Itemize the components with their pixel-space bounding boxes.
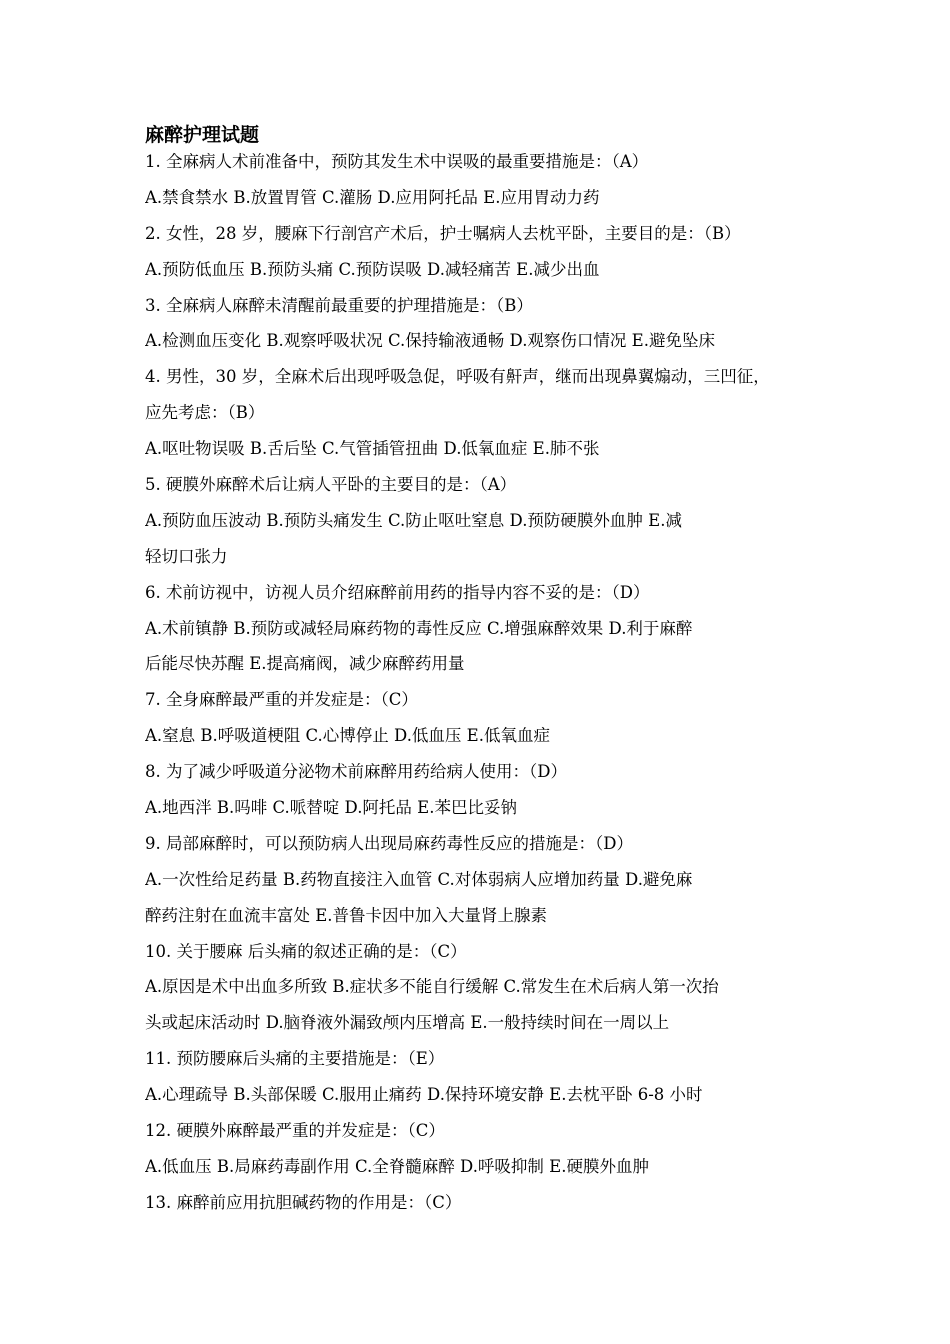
question-13: 13. 麻醉前应用抗胆碱药物的作用是：（C）: [145, 1192, 462, 1212]
question-list: [145, 144, 825, 1221]
question-9-options: A.一次性给足药量 B.药物直接注入血管 C.对体弱病人应增加药量 D.避免麻: [145, 869, 693, 889]
question-6-options: A.术前镇静 B.预防或减轻局麻药物的毒性反应 C.增强麻醉效果 D.利于麻醉: [145, 618, 693, 638]
question-6: 6. 术前访视中，访视人员介绍麻醉前用药的指导内容不妥的是：（D）: [145, 582, 650, 602]
question-6-options-continued: 后能尽快苏醒 E.提高痛阀，减少麻醉药用量: [145, 654, 465, 674]
question-5-options-continued: 轻切口张力: [145, 546, 228, 566]
question-2-options: A.预防低血压 B.预防头痛 C.预防误吸 D.减轻痛苦 E.减少出血: [145, 259, 600, 279]
question-5: 5. 硬膜外麻醉术后让病人平卧的主要目的是：（A）: [145, 475, 517, 495]
question-8: 8. 为了减少呼吸道分泌物术前麻醉用药给病人使用：（D）: [145, 762, 567, 782]
question-9-options-continued: 醉药注射在血流丰富处 E.普鲁卡因中加入大量肾上腺素: [145, 905, 548, 925]
question-8-options: A.地西泮 B.吗啡 C.哌替啶 D.阿托品 E.苯巴比妥钠: [145, 798, 517, 818]
question-2: 2. 女性，28 岁，腰麻下行剖宫产术后，护士嘱病人去枕平卧，主要目的是：（B）: [145, 223, 741, 243]
question-12-options: A.低血压 B.局麻药毒副作用 C.全脊髓麻醉 D.呼吸抑制 E.硬膜外血肿: [145, 1156, 649, 1176]
question-4-options: A.呕吐物误吸 B.舌后坠 C.气管插管扭曲 D.低氧血症 E.肺不张: [145, 439, 600, 459]
question-1-options: A.禁食禁水 B.放置胃管 C.灌肠 D.应用阿托品 E.应用胃动力药: [145, 187, 600, 207]
question-5-options: A.预防血压波动 B.预防头痛发生 C.防止呕吐窒息 D.预防硬膜外血肿 E.减: [145, 510, 682, 530]
question-4: 4. 男性，30 岁，全麻术后出现呼吸急促，呼吸有鼾声，继而出现鼻翼煽动，三凹征，: [145, 367, 770, 387]
question-11-options: A.心理疏导 B.头部保暖 C.服用止痛药 D.保持环境安静 E.去枕平卧 6-8 小时: [145, 1085, 703, 1105]
question-10-options-continued: 头或起床活动时 D.脑脊液外漏致颅内压增高 E.一般持续时间在一周以上: [145, 1013, 670, 1033]
question-11: 11. 预防腰麻后头痛的主要措施是：（E）: [145, 1049, 445, 1069]
question-9: 9. 局部麻醉时，可以预防病人出现局麻药毒性反应的措施是：（D）: [145, 833, 633, 853]
question-7-options: A.窒息 B.呼吸道梗阻 C.心博停止 D.低血压 E.低氧血症: [145, 726, 550, 746]
question-10: 10. 关于腰麻 后头痛的叙述正确的是：（C）: [145, 941, 467, 961]
document-title: 麻醉护理试题: [145, 124, 260, 146]
question-10-options: A.原因是术中出血多所致 B.症状多不能自行缓解 C.常发生在术后病人第一次抬: [145, 977, 719, 997]
question-3-options: A.检测血压变化 B.观察呼吸状况 C.保持输液通畅 D.观察伤口情况 E.避免坠床: [145, 331, 715, 351]
question-4-continued: 应先考虑：（B）: [145, 403, 265, 423]
question-3: 3. 全麻病人麻醉未清醒前最重要的护理措施是：（B）: [145, 295, 533, 315]
question-1: 1. 全麻病人术前准备中，预防其发生术中误吸的最重要措施是：（A）: [145, 152, 649, 171]
question-7: 7. 全身麻醉最严重的并发症是：（C）: [145, 690, 418, 710]
question-12: 12. 硬膜外麻醉最严重的并发症是：（C）: [145, 1121, 445, 1141]
